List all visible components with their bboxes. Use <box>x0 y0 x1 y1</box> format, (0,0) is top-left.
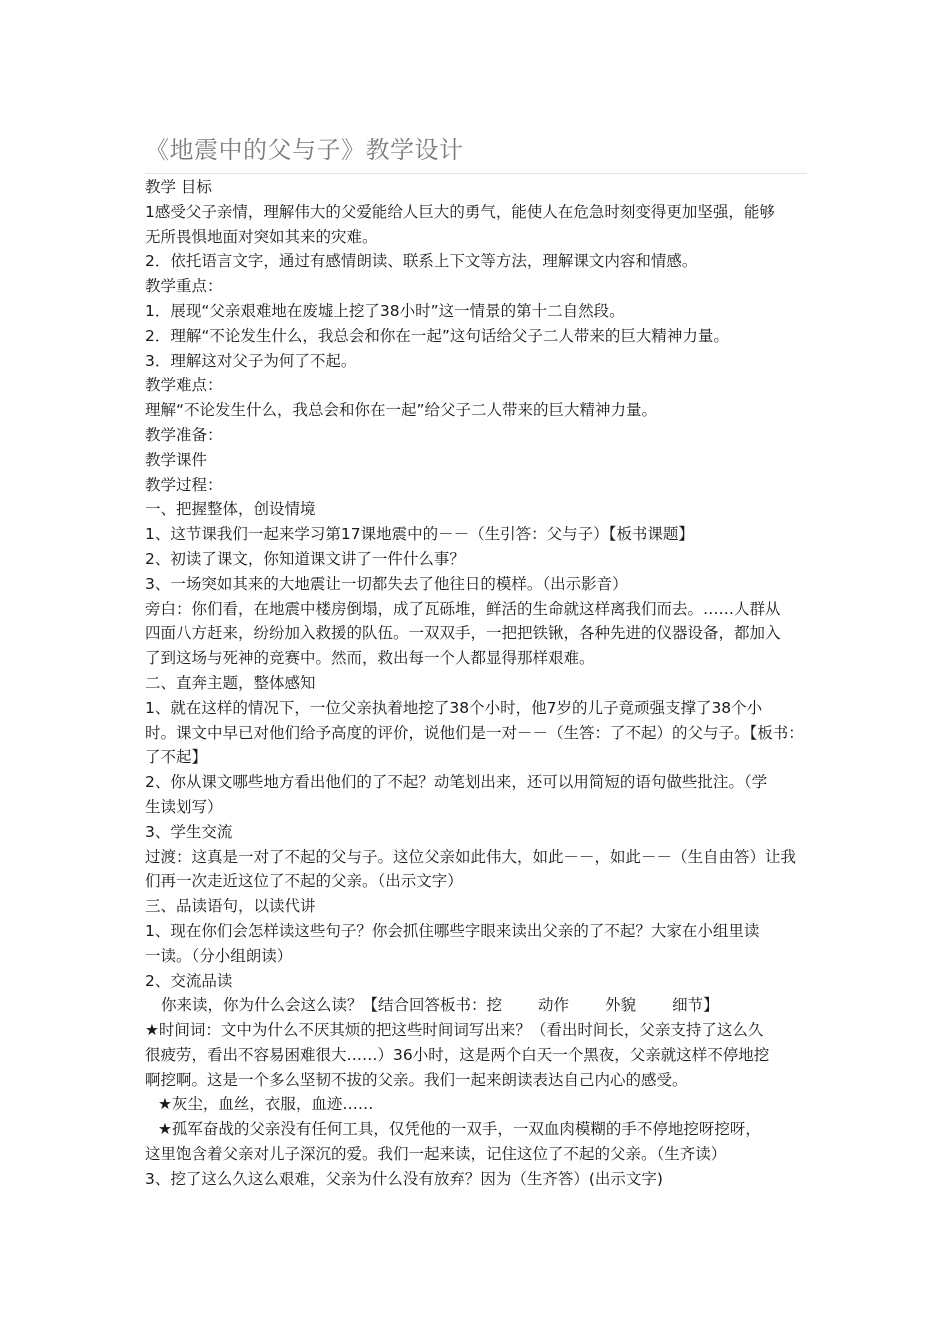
paragraph-line: 一读。（分小组朗读） <box>145 946 293 965</box>
paragraph-line: 教学课件 <box>145 450 208 469</box>
paragraph-line: 四面八方赶来，纷纷加入救援的队伍。一双双手，一把把铁锹，各种先进的仪器设备，都加入 <box>145 624 781 643</box>
subsection-heading: 一、把握整体，创设情境 <box>145 500 316 519</box>
board-item: 外貌 <box>605 996 637 1015</box>
paragraph-line: 1、现在你们会怎样读这些句子？你会抓住哪些字眼来读出父亲的了不起？大家在小组里读 <box>145 921 760 940</box>
board-note-line <box>145 993 813 1018</box>
paragraph-line: 理解“不论发生什么，我总会和你在一起”给父子二人带来的巨大精神力量。 <box>145 401 658 420</box>
paragraph-line: ★灰尘，血丝，衣服，血迹…… <box>158 1095 374 1114</box>
paragraph-line: 2、交流品读 <box>145 971 233 990</box>
board-item: 挖 <box>486 996 503 1015</box>
paragraph-line: 1感受父子亲情，理解伟大的父爱能给人巨大的勇气，能使人在危急时刻变得更加坚强，能够 <box>145 202 775 221</box>
subsection-heading: 二、直奔主题，整体感知 <box>145 673 316 692</box>
paragraph-line: 2、你从课文哪些地方看出他们的了不起？动笔划出来，还可以用简短的语句做些批注。（学 <box>145 773 768 792</box>
paragraph-line: ★孤军奋战的父亲没有任何工具，仅凭他的一双手，一双血肉模糊的手不停地挖呀挖呀， <box>158 1120 761 1139</box>
paragraph-line: 3、挖了这么久这么艰难，父亲为什么没有放弃？因为（生齐答）(出示文字) <box>145 1169 663 1188</box>
paragraph-line: 时。课文中早已对他们给予高度的评价，说他们是一对－－（生答：了不起）的父与子。【板书： <box>145 723 804 742</box>
paragraph-line: 们再一次走近这位了不起的父亲。（出示文字） <box>145 872 463 891</box>
section-heading-difficulty: 教学难点： <box>145 376 223 395</box>
paragraph-line: 旁白：你们看，在地震中楼房倒塌，成了瓦砾堆，鲜活的生命就这样离我们而去。……人群从 <box>145 599 781 618</box>
paragraph-line: 了不起】 <box>145 748 208 767</box>
document-body <box>145 175 813 1192</box>
paragraph-line: 2．依托语言文字，通过有感情朗读、联系上下文等方法，理解课文内容和情感。 <box>145 252 698 271</box>
page-title: 《地震中的父与子》教学设计 <box>145 136 464 164</box>
paragraph-line: 1、这节课我们一起来学习第17课地震中的－－（生引答：父与子）【板书课题】 <box>145 525 694 544</box>
paragraph-line: 3、一场突如其来的大地震让一切都失去了他往日的模样。（出示影音） <box>145 574 628 593</box>
section-heading-preparation: 教学准备： <box>145 425 223 444</box>
paragraph-line: 啊挖啊。这是一个多么坚韧不拔的父亲。我们一起来朗读表达自己内心的感受。 <box>145 1070 688 1089</box>
board-item: 动作 <box>538 996 570 1015</box>
section-heading-process: 教学过程： <box>145 475 223 494</box>
paragraph-line: 3．理解这对父子为何了不起。 <box>145 351 357 370</box>
paragraph-line: 这里饱含着父亲对儿子深沉的爱。我们一起来读，记住这位了不起的父亲。（生齐读） <box>145 1145 727 1164</box>
subsection-heading: 三、品读语句，以读代讲 <box>145 897 316 916</box>
paragraph-line: 2、初读了课文，你知道课文讲了一件什么事？ <box>145 549 465 568</box>
paragraph-line: 3、学生交流 <box>145 822 233 841</box>
title-divider <box>145 173 807 174</box>
board-item: 细节】 <box>672 996 719 1015</box>
section-heading-focus: 教学重点： <box>145 277 223 296</box>
paragraph-line: 生读划写） <box>145 797 223 816</box>
paragraph-line: 无所畏惧地面对突如其来的灾难。 <box>145 227 378 246</box>
paragraph-line: 很疲劳，看出不容易困难很大……）36小时，这是两个白天一个黑夜，父亲就这样不停地挖 <box>145 1045 770 1064</box>
paragraph-line: 了到这场与死神的竞赛中。然而，救出每一个人都显得那样艰难。 <box>145 649 595 668</box>
paragraph-line: ★时间词：文中为什么不厌其烦的把这些时间词写出来？（看出时间长，父亲支持了这么久 <box>145 1021 764 1040</box>
board-note-prompt: 你来读，你为什么会这么读？【结合回答板书： <box>161 996 487 1015</box>
paragraph-line: 2．理解“不论发生什么，我总会和你在一起”这句话给父子二人带来的巨大精神力量。 <box>145 326 729 345</box>
paragraph-line: 过渡：这真是一对了不起的父与子。这位父亲如此伟大，如此－－，如此－－（生自由答）让我 <box>145 847 797 866</box>
section-heading-goals: 教学 目标 <box>145 178 212 196</box>
paragraph-line: 1．展现“父亲艰难地在废墟上挖了38小时”这一情景的第十二自然段。 <box>145 301 625 320</box>
paragraph-line: 1、就在这样的情况下，一位父亲执着地挖了38个小时，他7岁的儿子竟顽强支撑了38个小 <box>145 698 763 717</box>
